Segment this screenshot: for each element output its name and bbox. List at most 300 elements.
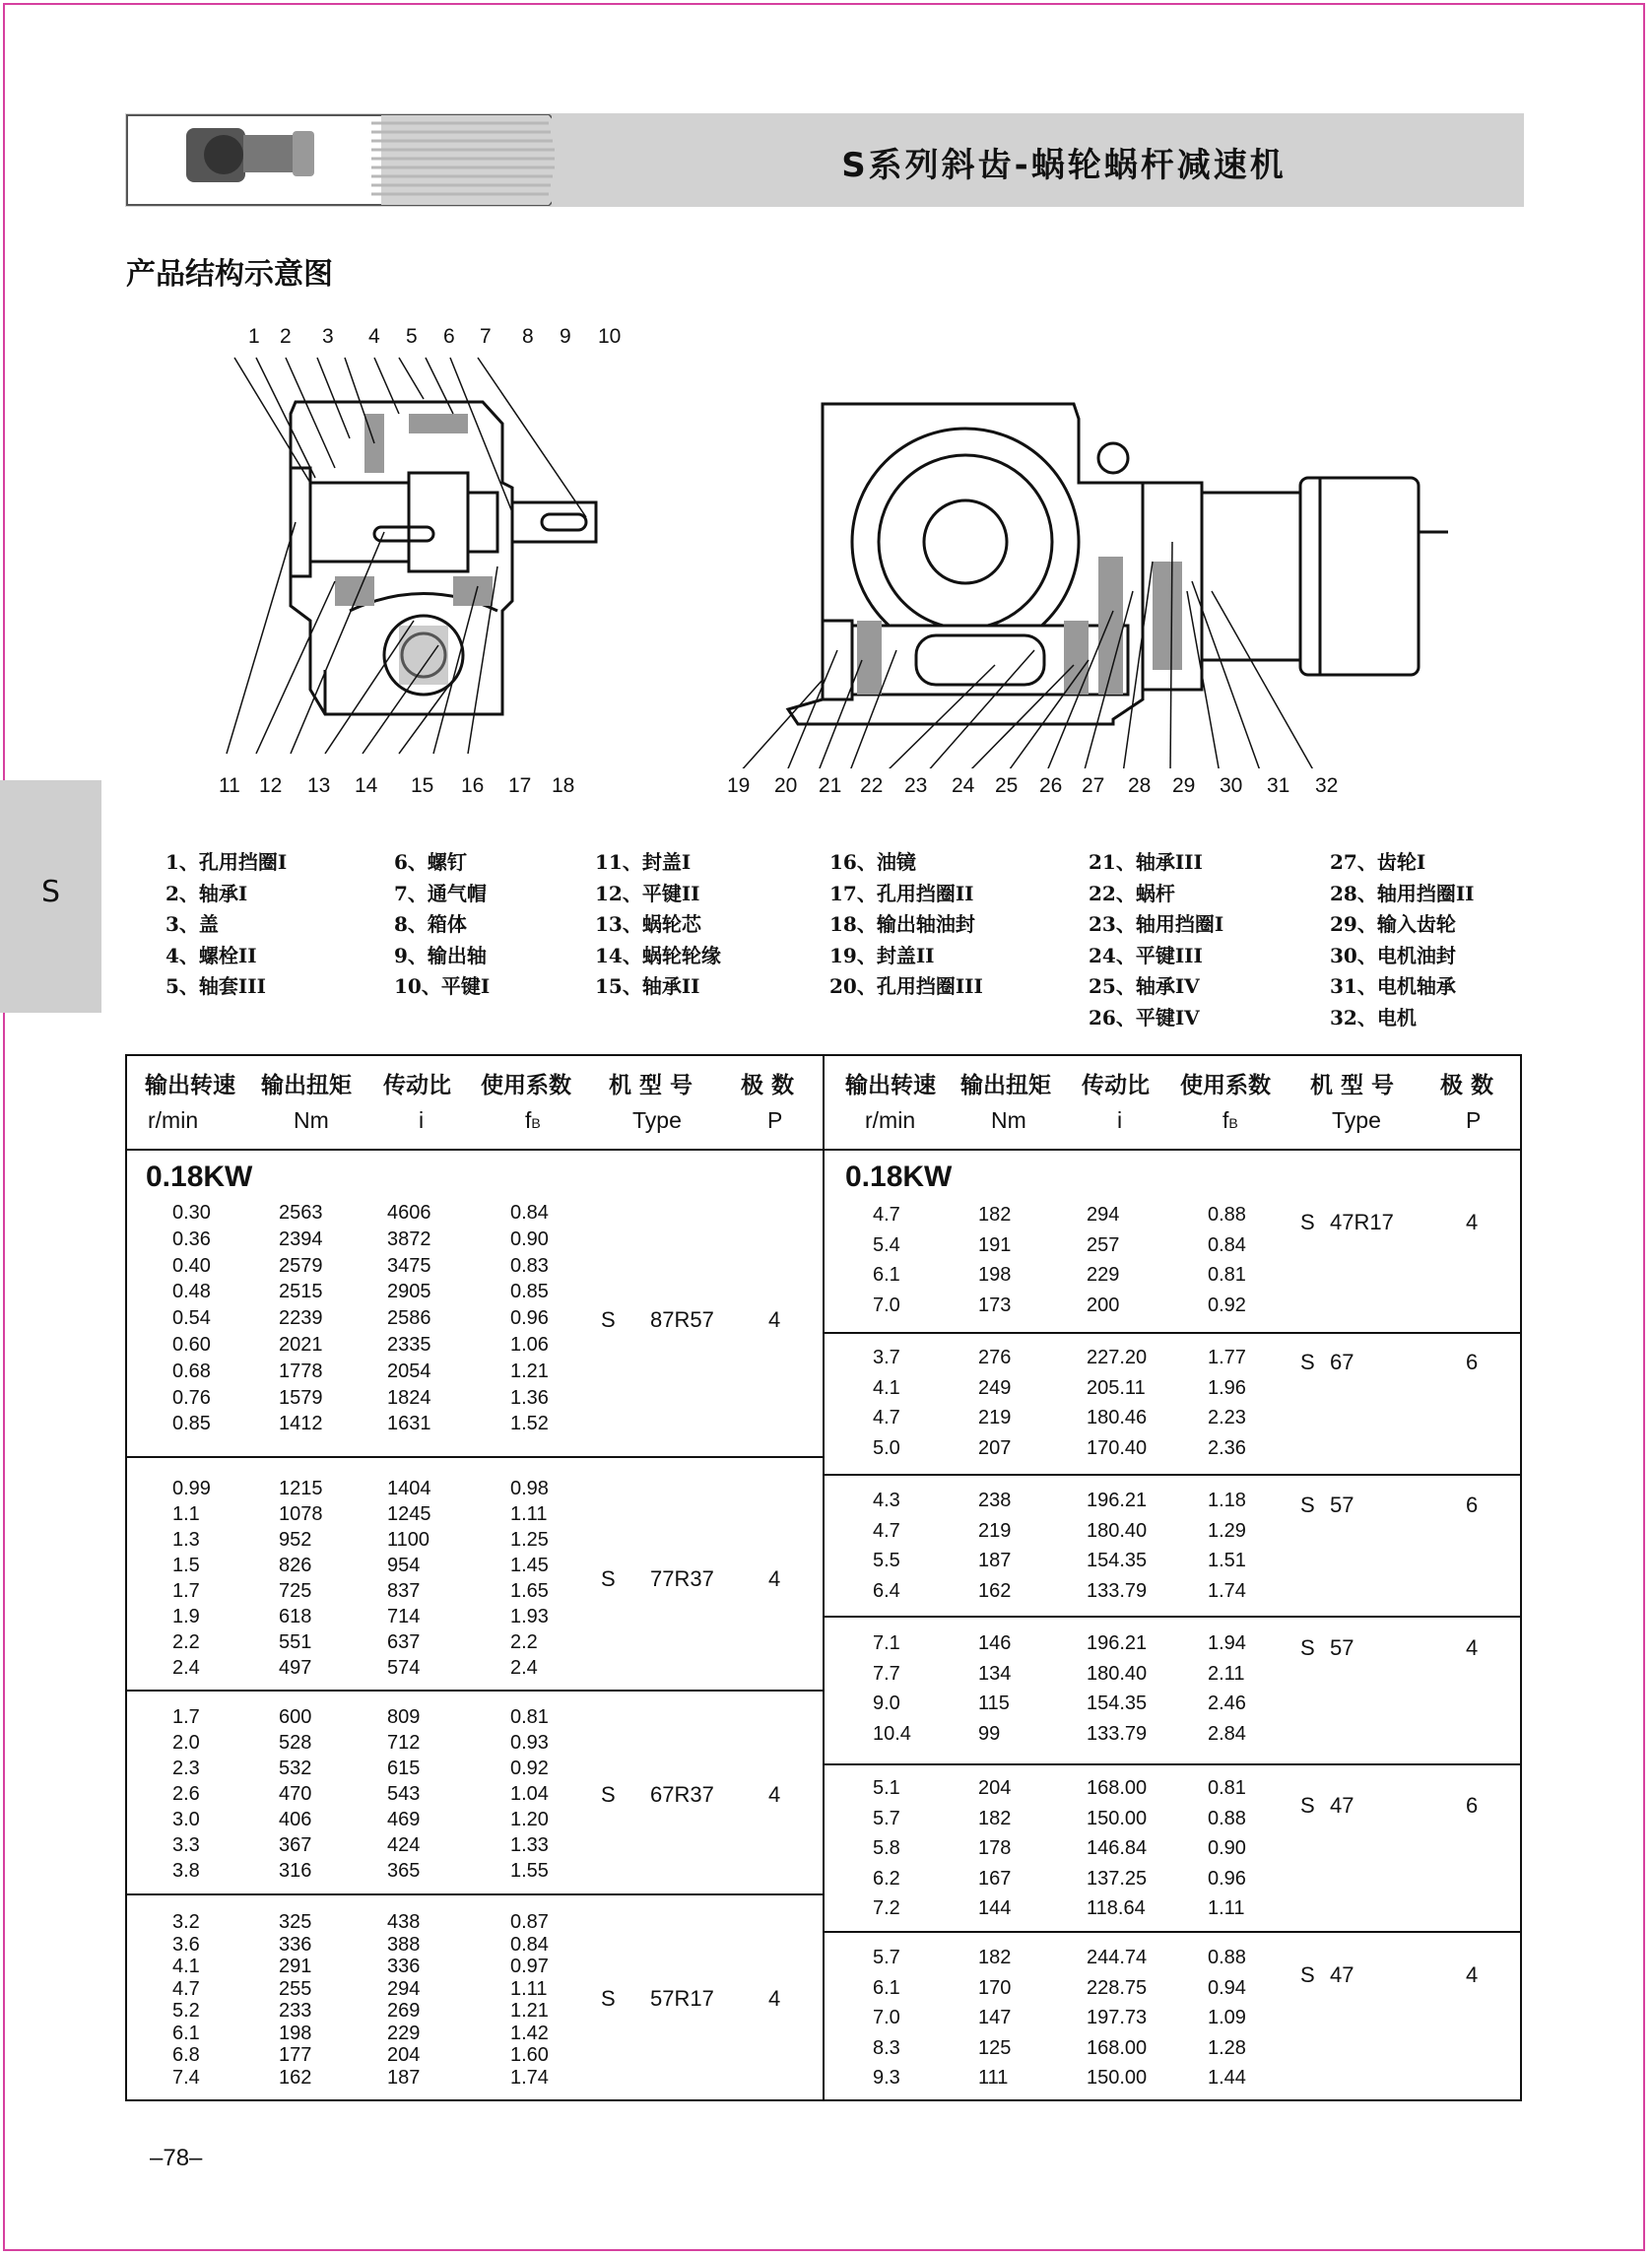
callout-number: 7 [480, 325, 492, 348]
callout-number: 30 [1220, 774, 1243, 797]
table-cell: 3.8 [172, 1860, 200, 1882]
table-cell: 115 [978, 1693, 1010, 1714]
table-cell: 207 [978, 1436, 1012, 1459]
model-type: 57R17 [650, 1986, 714, 2011]
callout-number: 24 [952, 774, 975, 797]
legend-item: 32、电机 [1330, 1005, 1417, 1029]
page-title: S系列斜齿-蜗轮蜗杆减速机 [841, 146, 1287, 185]
callout-number: 14 [355, 774, 378, 797]
table-cell: 1245 [387, 1503, 431, 1525]
table-cell: 0.87 [510, 1911, 549, 1933]
table-cell: 133.79 [1087, 1722, 1148, 1745]
table-cell: 0.92 [510, 1758, 549, 1779]
table-cell: 2335 [387, 1334, 431, 1356]
table-cell: 2.3 [172, 1758, 200, 1779]
table-cell: 497 [279, 1657, 312, 1679]
table-cell: 424 [387, 1834, 421, 1856]
table-cell: 2021 [279, 1334, 323, 1356]
pole-count: 6 [1466, 1350, 1479, 1374]
legend-item: 12、平键II [595, 881, 700, 905]
table-cell: 1824 [387, 1386, 431, 1409]
table-cell: 187 [387, 2066, 421, 2089]
table-cell: 6.8 [172, 2044, 200, 2066]
table-cell: 1579 [279, 1386, 323, 1409]
table-rule [125, 1893, 823, 1895]
legend-column [595, 847, 721, 1003]
table-cell: 0.88 [1208, 1947, 1246, 1968]
table-rule [823, 1931, 1522, 1933]
callout-number: 10 [598, 325, 622, 348]
table-cell: 0.92 [1208, 1294, 1246, 1316]
callout-number: 20 [774, 774, 798, 797]
table-cell: 1215 [279, 1478, 323, 1499]
model-series: S [1300, 1635, 1315, 1660]
table-cell: 615 [387, 1758, 421, 1779]
table-cell: 146 [978, 1632, 1012, 1654]
table-cell: 5.0 [873, 1436, 900, 1459]
table-cell: 1778 [279, 1360, 323, 1382]
table-cell: 2394 [279, 1228, 323, 1250]
right-cross-section-diagram [739, 384, 1448, 768]
table-cell: 2.23 [1208, 1407, 1246, 1428]
legend-item: 21、轴承III [1089, 850, 1203, 874]
column-unit: P [1466, 1107, 1482, 1133]
pole-count: 4 [1466, 1635, 1479, 1660]
legend-item: 7、通气帽 [394, 881, 487, 905]
table-cell: 173 [978, 1294, 1012, 1316]
pole-count: 6 [1466, 1493, 1479, 1517]
table-cell: 0.30 [172, 1202, 211, 1224]
callout-number: 2 [280, 325, 292, 348]
column-header: 传动比 [1082, 1073, 1150, 1098]
table-rule [823, 1474, 1522, 1476]
table-cell: 291 [279, 1956, 312, 1977]
table-cell: 0.81 [1208, 1264, 1246, 1286]
table-cell: 7.4 [172, 2066, 200, 2089]
legend-column [394, 847, 490, 1003]
legend-item: 6、螺钉 [394, 850, 467, 874]
table-cell: 1.33 [510, 1834, 549, 1856]
table-cell: 0.85 [510, 1281, 549, 1303]
table-cell: 9.0 [873, 1693, 900, 1714]
legend-column [1330, 847, 1475, 1033]
callout-number: 9 [560, 325, 571, 348]
table-cell: 325 [279, 1911, 312, 1933]
table-cell: 5.7 [873, 1807, 900, 1829]
table-rule [125, 1690, 823, 1692]
table-cell: 233 [279, 2000, 312, 2022]
table-cell: 6.1 [873, 1264, 900, 1286]
column-header: 输出扭矩 [960, 1073, 1051, 1098]
table-cell: 6.4 [873, 1579, 900, 1602]
table-cell: 0.90 [1208, 1837, 1246, 1859]
table-rule [823, 1332, 1522, 1334]
table-cell: 182 [978, 1947, 1012, 1968]
callout-number: 32 [1315, 774, 1339, 797]
table-cell: 1.21 [510, 1360, 549, 1382]
column-header: 极 数 [1440, 1073, 1494, 1098]
model-series: S [1300, 1210, 1315, 1234]
table-cell: 6.2 [873, 1867, 900, 1890]
table-cell: 4.7 [172, 1977, 200, 2000]
table-cell: 182 [978, 1204, 1012, 1226]
table-cell: 180.40 [1087, 1519, 1148, 1542]
model-series: S [1300, 1493, 1315, 1517]
legend-item: 14、蜗轮轮缘 [595, 943, 721, 967]
table-cell: 954 [387, 1555, 421, 1576]
callout-number: 15 [411, 774, 434, 797]
legend-item: 3、盖 [165, 912, 219, 936]
table-cell: 99 [978, 1722, 1001, 1745]
legend-item: 11、封盖I [595, 850, 692, 874]
table-cell: 532 [279, 1758, 312, 1779]
callout-number: 8 [522, 325, 534, 348]
legend-item: 19、封盖II [829, 943, 935, 967]
table-cell: 1.74 [1208, 1579, 1246, 1602]
table-cell: 0.84 [510, 1202, 549, 1224]
callout-number: 29 [1172, 774, 1196, 797]
table-cell: 257 [1087, 1233, 1120, 1256]
column-unit: Type [1332, 1107, 1381, 1133]
model-series: S [1300, 1793, 1315, 1818]
table-cell: 219 [978, 1519, 1012, 1542]
table-cell: 2.4 [510, 1657, 538, 1679]
table-cell: 469 [387, 1809, 421, 1830]
table-cell: 0.81 [510, 1706, 549, 1728]
table-cell: 0.68 [172, 1360, 211, 1382]
model-type: 47 [1330, 1962, 1355, 1987]
table-cell: 1.09 [1208, 2007, 1246, 2028]
table-cell: 2905 [387, 1281, 431, 1303]
table-cell: 0.81 [1208, 1777, 1246, 1799]
table-cell: 1.28 [1208, 2036, 1246, 2059]
table-cell: 150.00 [1087, 2067, 1148, 2089]
table-cell: 551 [279, 1631, 312, 1653]
table-cell: 4.7 [873, 1204, 900, 1226]
table-cell: 528 [279, 1732, 312, 1754]
table-cell: 168.00 [1087, 1777, 1148, 1799]
table-cell: 6.1 [172, 2022, 200, 2044]
table-cell: 134 [978, 1662, 1012, 1685]
table-cell: 618 [279, 1606, 312, 1627]
pole-count: 4 [1466, 1210, 1479, 1234]
callout-number: 1 [248, 325, 260, 348]
model-type: 47R17 [1330, 1210, 1394, 1234]
table-cell: 4.1 [873, 1376, 900, 1399]
table-cell: 7.0 [873, 2007, 900, 2028]
column-unit: P [767, 1107, 783, 1133]
legend-item: 5、轴套III [165, 974, 266, 998]
table-cell: 1.93 [510, 1606, 549, 1627]
table-cell: 2.2 [172, 1631, 200, 1653]
table-cell: 7.0 [873, 1294, 900, 1316]
model-type: 57 [1330, 1493, 1355, 1517]
table-cell: 3.0 [172, 1809, 200, 1830]
table-cell: 249 [978, 1376, 1012, 1399]
model-type: 47 [1330, 1793, 1355, 1818]
table-cell: 276 [978, 1347, 1012, 1368]
model-type: 67 [1330, 1350, 1355, 1374]
table-cell: 1412 [279, 1413, 323, 1435]
table-cell: 3.7 [873, 1347, 900, 1368]
table-cell: 5.1 [873, 1777, 900, 1799]
table-cell: 2.46 [1208, 1693, 1246, 1714]
table-cell: 269 [387, 2000, 421, 2022]
table-cell: 3.2 [172, 1911, 200, 1933]
power-label: 0.18KW [146, 1161, 253, 1193]
table-cell: 154.35 [1087, 1693, 1148, 1714]
callout-number: 22 [860, 774, 884, 797]
table-rule [125, 1149, 1522, 1151]
column-unit: r/min [865, 1107, 916, 1133]
model-series: S [1300, 1350, 1315, 1374]
table-cell: 228.75 [1087, 1976, 1148, 1999]
table-cell: 574 [387, 1657, 421, 1679]
model-series: S [601, 1782, 616, 1807]
table-cell: 0.88 [1208, 1204, 1246, 1226]
table-cell: 147 [978, 2007, 1012, 2028]
table-cell: 0.93 [510, 1732, 549, 1754]
table-cell: 146.84 [1087, 1837, 1148, 1859]
table-cell: 1.18 [1208, 1490, 1246, 1511]
callout-number: 31 [1267, 774, 1290, 797]
model-series: S [601, 1306, 616, 1332]
table-cell: 219 [978, 1407, 1012, 1428]
table-cell: 1.3 [172, 1529, 200, 1551]
table-cell: 3.3 [172, 1834, 200, 1856]
table-cell: 0.40 [172, 1254, 211, 1277]
table-cell: 1.21 [510, 2000, 549, 2022]
column-unit: fB [525, 1107, 541, 1133]
table-cell: 1.45 [510, 1555, 549, 1576]
pole-count: 4 [768, 1986, 781, 2011]
legend-item: 23、轴用挡圈I [1089, 912, 1224, 936]
table-cell: 2563 [279, 1202, 323, 1224]
legend-item: 9、输出轴 [394, 943, 487, 967]
table-cell: 7.1 [873, 1632, 900, 1654]
table-cell: 2.6 [172, 1783, 200, 1805]
column-unit: i [419, 1107, 425, 1133]
table-cell: 2239 [279, 1307, 323, 1330]
callout-number: 26 [1039, 774, 1063, 797]
table-cell: 4.3 [873, 1490, 900, 1511]
table-cell: 1.74 [510, 2066, 549, 2089]
callout-number: 23 [904, 774, 928, 797]
callout-number: 17 [508, 774, 532, 797]
legend-item: 8、箱体 [394, 912, 467, 936]
table-cell: 227.20 [1087, 1347, 1148, 1368]
page-number: –78– [150, 2145, 203, 2171]
callout-number: 6 [443, 325, 455, 348]
legend-column [829, 847, 983, 1003]
table-cell: 204 [978, 1777, 1012, 1799]
table-cell: 198 [978, 1264, 1012, 1286]
table-cell: 2586 [387, 1307, 431, 1330]
column-header: 机 型 号 [1310, 1073, 1395, 1098]
column-header: 输出转速 [145, 1073, 235, 1098]
table-cell: 0.96 [1208, 1867, 1246, 1890]
table-rule [823, 1763, 1522, 1765]
legend-column [1089, 847, 1223, 1033]
table-cell: 255 [279, 1977, 312, 2000]
legend-column [165, 847, 287, 1003]
column-header: 极 数 [741, 1073, 795, 1098]
callout-number: 18 [552, 774, 575, 797]
table-cell: 5.4 [873, 1233, 900, 1256]
legend-item: 16、油镜 [829, 850, 916, 874]
table-cell: 1.11 [510, 1503, 548, 1525]
table-cell: 170.40 [1087, 1436, 1148, 1459]
table-cell: 826 [279, 1555, 312, 1576]
callout-number: 16 [461, 774, 485, 797]
table-cell: 170 [978, 1976, 1012, 1999]
table-cell: 1.44 [1208, 2067, 1246, 2089]
table-cell: 1.36 [510, 1386, 549, 1409]
callout-number: 27 [1082, 774, 1105, 797]
table-cell: 0.99 [172, 1478, 211, 1499]
callout-number: 25 [995, 774, 1019, 797]
pole-count: 4 [768, 1306, 781, 1332]
table-cell: 406 [279, 1809, 312, 1830]
pole-count: 4 [768, 1566, 781, 1591]
table-cell: 0.48 [172, 1281, 211, 1303]
table-cell: 133.79 [1087, 1579, 1148, 1602]
callout-number: 28 [1128, 774, 1152, 797]
table-cell: 0.83 [510, 1254, 549, 1277]
table-rule [823, 1616, 1522, 1618]
table-cell: 952 [279, 1529, 312, 1551]
table-cell: 1.11 [510, 1977, 548, 2000]
column-header: 输出扭矩 [261, 1073, 352, 1098]
table-cell: 197.73 [1087, 2007, 1148, 2028]
table-cell: 144 [978, 1897, 1012, 1919]
table-cell: 1.25 [510, 1529, 549, 1551]
callout-number: 5 [406, 325, 418, 348]
table-cell: 150.00 [1087, 1807, 1148, 1829]
legend-item: 1、孔用挡圈I [165, 850, 288, 874]
table-cell: 600 [279, 1706, 312, 1728]
column-unit: Type [632, 1107, 682, 1133]
callout-number: 12 [259, 774, 283, 797]
column-unit: fB [1222, 1107, 1238, 1133]
pole-count: 4 [1466, 1962, 1479, 1987]
legend-item: 15、轴承II [595, 974, 700, 998]
table-rule [125, 1456, 823, 1458]
table-cell: 1.29 [1208, 1519, 1246, 1542]
legend-item: 30、电机油封 [1330, 943, 1456, 967]
table-cell: 0.84 [510, 1933, 549, 1956]
legend-item: 10、平键I [394, 974, 491, 998]
table-cell: 1.1 [172, 1503, 200, 1525]
table-cell: 229 [387, 2022, 421, 2044]
legend-item: 13、蜗轮芯 [595, 912, 701, 936]
pole-count: 4 [768, 1782, 781, 1807]
model-series: S [601, 1986, 616, 2011]
table-cell: 712 [387, 1732, 421, 1754]
table-cell: 1.42 [510, 2022, 549, 2044]
table-cell: 336 [387, 1956, 421, 1977]
table-cell: 198 [279, 2022, 312, 2044]
table-cell: 0.88 [1208, 1807, 1246, 1829]
table-cell: 388 [387, 1933, 421, 1956]
table-cell: 191 [978, 1233, 1012, 1256]
legend-item: 31、电机轴承 [1330, 974, 1456, 998]
table-cell: 0.96 [510, 1307, 549, 1330]
model-type: 87R57 [650, 1306, 714, 1332]
table-cell: 111 [978, 2067, 1009, 2089]
model-type: 67R37 [650, 1782, 714, 1807]
table-cell: 8.3 [873, 2036, 900, 2059]
table-cell: 0.60 [172, 1334, 211, 1356]
column-header: 机 型 号 [609, 1073, 694, 1098]
table-cell: 7.7 [873, 1662, 900, 1685]
table-cell: 1100 [387, 1529, 430, 1551]
table-cell: 168.00 [1087, 2036, 1148, 2059]
table-cell: 0.94 [1208, 1976, 1246, 1999]
table-cell: 118.64 [1087, 1897, 1146, 1919]
side-tab-label: S [40, 875, 61, 909]
table-cell: 5.8 [873, 1837, 900, 1859]
table-cell: 244.74 [1087, 1947, 1148, 1968]
table-rule [823, 1054, 825, 2101]
table-cell: 1631 [387, 1413, 431, 1435]
table-cell: 1.60 [510, 2044, 549, 2066]
column-unit: i [1117, 1107, 1123, 1133]
table-cell: 154.35 [1087, 1550, 1148, 1571]
table-cell: 470 [279, 1783, 312, 1805]
table-cell: 725 [279, 1580, 312, 1602]
table-cell: 0.85 [172, 1413, 211, 1435]
table-cell: 5.2 [172, 2000, 200, 2022]
table-cell: 809 [387, 1706, 421, 1728]
table-cell: 438 [387, 1911, 421, 1933]
table-cell: 0.36 [172, 1228, 211, 1250]
table-cell: 2054 [387, 1360, 431, 1382]
table-cell: 0.98 [510, 1478, 549, 1499]
legend-item: 4、螺栓II [165, 943, 257, 967]
table-cell: 4.7 [873, 1519, 900, 1542]
column-header: 传动比 [383, 1073, 451, 1098]
table-cell: 3.6 [172, 1933, 200, 1956]
table-cell: 3475 [387, 1254, 431, 1277]
table-cell: 0.97 [510, 1956, 549, 1977]
callout-number: 13 [307, 774, 331, 797]
legend-item: 2、轴承I [165, 881, 248, 905]
table-cell: 714 [387, 1606, 421, 1627]
table-cell: 162 [279, 2066, 312, 2089]
table-cell: 0.90 [510, 1228, 549, 1250]
left-cross-section-diagram [217, 355, 611, 768]
legend-item: 27、齿轮I [1330, 850, 1426, 874]
column-unit: Nm [991, 1107, 1026, 1133]
table-cell: 1.5 [172, 1555, 200, 1576]
table-cell: 543 [387, 1783, 421, 1805]
table-cell: 2.2 [510, 1631, 538, 1653]
table-cell: 137.25 [1087, 1867, 1148, 1890]
table-cell: 204 [387, 2044, 421, 2066]
table-cell: 177 [279, 2044, 312, 2066]
table-cell: 178 [978, 1837, 1012, 1859]
model-type: 77R37 [650, 1566, 714, 1591]
table-cell: 316 [279, 1860, 312, 1882]
legend-item: 24、平键III [1089, 943, 1203, 967]
pole-count: 6 [1466, 1793, 1479, 1818]
table-cell: 4.7 [873, 1407, 900, 1428]
table-cell: 7.2 [873, 1897, 900, 1919]
table-cell: 125 [978, 2036, 1012, 2059]
table-cell: 205.11 [1087, 1376, 1146, 1399]
table-cell: 5.5 [873, 1550, 900, 1571]
